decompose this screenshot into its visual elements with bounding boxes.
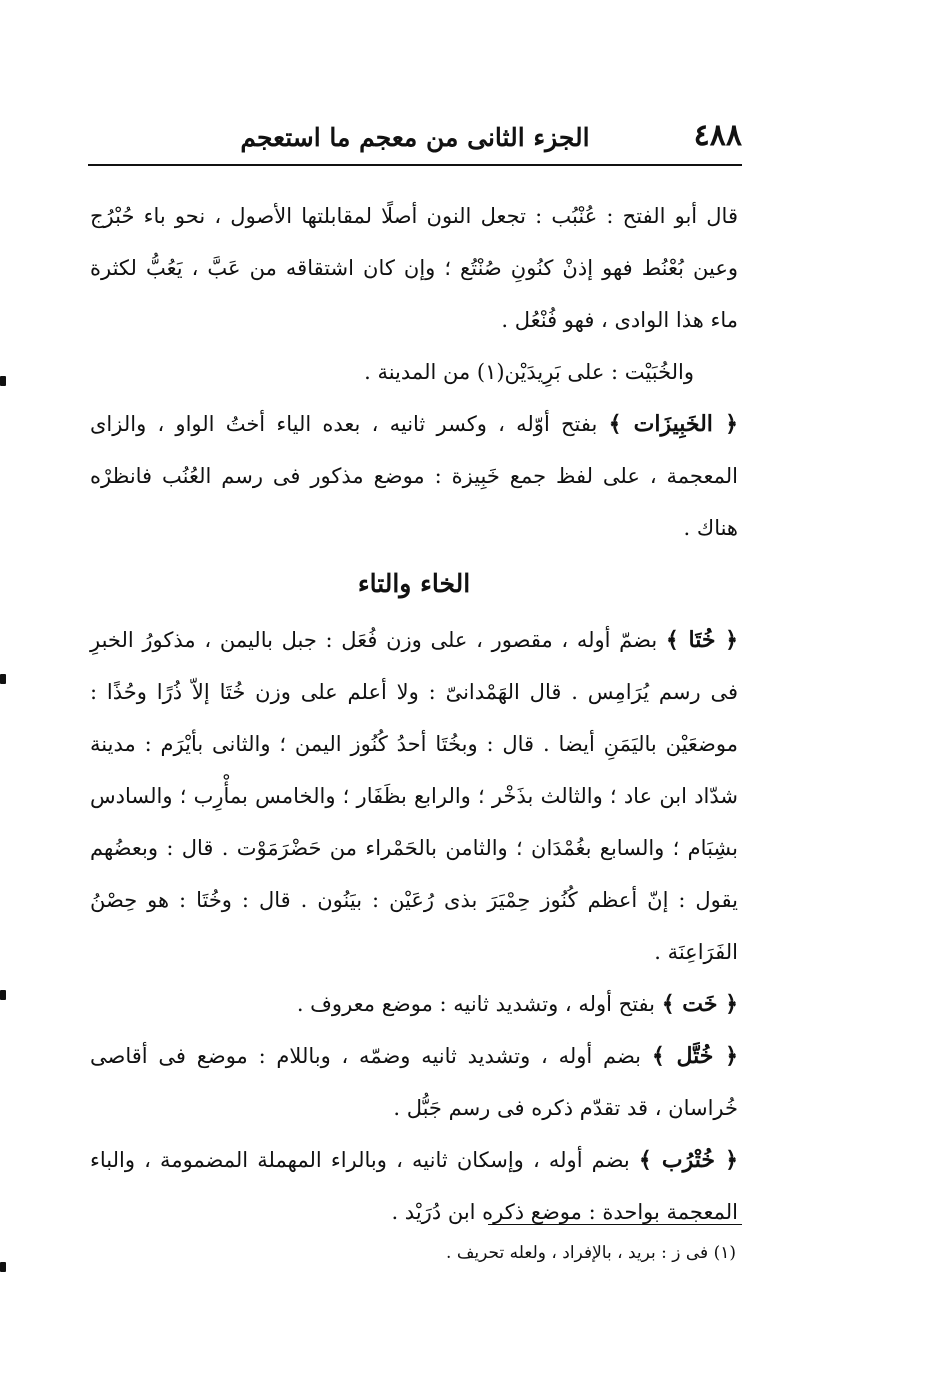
entry-khuta <box>90 614 738 978</box>
entry-headword: ﴿ خَت ﴾ <box>661 991 738 1017</box>
binding-mark <box>0 1262 6 1272</box>
entry-text: بفتح أوله ، وتشديد ثانيه : موضع معروف . <box>296 992 662 1016</box>
section-heading: الخاء والتاء <box>357 569 471 598</box>
page-body <box>90 190 738 1238</box>
header-rule <box>88 164 742 166</box>
page-number: ٤٨٨ <box>693 118 742 153</box>
binding-mark <box>0 376 6 386</box>
entry-headword: ﴿ الخَبِيزَات ﴾ <box>608 411 738 437</box>
entry-text: بضم أوله ، وإسكان ثانيه ، وبالراء المهملة المضمومة ، والباء المعجمة بواحدة : موضع ذكره ابن دُرَيْد . <box>90 1148 738 1224</box>
footnote: (١) فى ز : بريد ، بالإفراد ، ولعله تحريف . <box>446 1243 736 1263</box>
binding-mark <box>0 990 6 1000</box>
page-header <box>88 116 742 162</box>
paragraph-anbub: قال أبو الفتح : عُنْبُب : تجعل النون أصلًا لمقابلتها الأصول ، نحو باء حُبْرُج وعين بُعْنُط فهو إذنْ كنُونِ صُنْتُع ؛ وإن كان اشتقاقه من عَبَّ ، يَعُبُّ لكثرة ماء هذا الوادى ، فهو فُنْعُل . <box>90 204 738 332</box>
binding-mark <box>0 674 6 684</box>
entry-text: بفتح أوّله ، وكسر ثانيه ، بعده الياء أختُ الواو ، والزاى المعجمة ، على لفظ جمع خَبِيزة : موضع مذكور فى رسم العُنُب فانظرْه هناك . <box>90 412 738 540</box>
entry-headword: ﴿ خُتَا ﴾ <box>665 627 738 653</box>
entry-khabizat <box>90 398 738 554</box>
footnote-rule <box>488 1224 742 1225</box>
entry-headword: ﴿ خُتَّل ﴾ <box>651 1043 739 1069</box>
entry-khuttal <box>90 1030 738 1134</box>
entry-headword: ﴿ خُتْرُب ﴾ <box>638 1147 738 1173</box>
entry-khutrub <box>90 1134 738 1238</box>
entry-text: بضم أوله ، وتشديد ثانيه وضمّه ، وباللام : موضع فى أقاصى خُراسان ، قد تقدّم ذكره فى رسم جَبُّل . <box>90 1044 738 1120</box>
entry-khat <box>90 978 738 1030</box>
running-title: الجزء الثانى من معجم ما استعجم <box>240 123 590 152</box>
entry-text: بضمّ أوله ، مقصور ، على وزن فُعَل : جبل باليمن ، مذكورُ الخبرِ فى رسم يُرَامِس . قال الهَمْدانىّ : ولا أعلم على وزن خُتَا إلاّ ذُرًا وحُذًا : موضعَيْن باليَمَنِ أيضا . قال : وبخُتَا أحدُ كُنُوز اليمن ؛ والثانى بأيْرَم : مدينة شدّاد ابن عاد ؛ والثالث بذَخْر ؛ والرابع بظَفَار ؛ والخامس بمأْرِب ؛ والسادس بشِبَام ؛ والسابع بغُمْدَان ؛ والثامن بالحَمْراء من حَضْرَمَوْت . قال : وبعضُهم يقول : إنّ أعظم كُنُوز حِمْيَرَ بذى رُعَيْن : بيَنُون . قال : وخُتَا : هو حِصْنُ الفَرَاعِنَة . <box>90 628 738 964</box>
paragraph-khubayt: والخُبَيْت : على بَرِيدَيْن(١) من المدينة . <box>364 360 694 384</box>
